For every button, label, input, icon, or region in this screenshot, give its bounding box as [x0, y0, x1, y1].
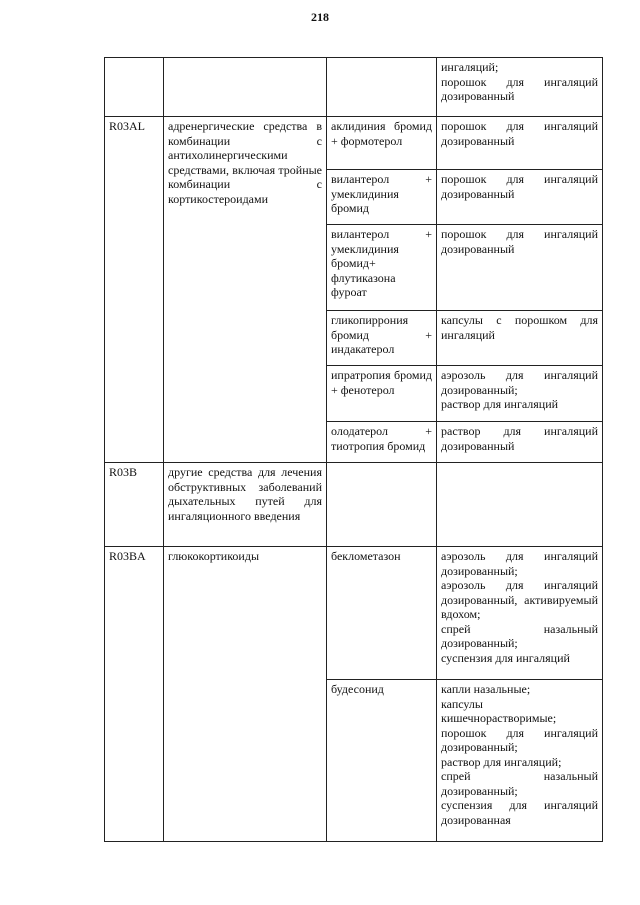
- dosage-form-cell: порошок для ингаляций дозированный: [437, 117, 603, 170]
- dosage-form-cell: аэрозоль для ингаляций дозированный; аэрозоль для ингаляций дозированный, активируемый вдохом; спрей назальный дозированный; суспензия для ингаляций: [437, 547, 603, 680]
- table-row: [105, 117, 603, 170]
- group-name-cell: адренергические средства в комбинации с антихолинергическими средствами, включая тройные комбинации с кортикостероидами: [164, 117, 327, 463]
- substance-cell: вилантерол + умеклидиния бромид+ флутиказона фуроат: [327, 225, 437, 311]
- atc-code-cell: R03AL: [105, 117, 164, 463]
- dosage-form-cell: аэрозоль для ингаляций дозированный; раствор для ингаляций: [437, 366, 603, 422]
- substance-cell: аклидиния бромид + формотерол: [327, 117, 437, 170]
- table-row: [105, 463, 603, 547]
- substance-cell: беклометазон: [327, 547, 437, 680]
- substance-cell: гликопиррония бромид + индакатерол: [327, 311, 437, 366]
- group-name-cell: [164, 58, 327, 117]
- group-name-cell: глюкокортикоиды: [164, 547, 327, 842]
- atc-code-cell: [105, 58, 164, 117]
- substance-cell: [327, 463, 437, 547]
- table-row: [105, 547, 603, 680]
- atc-code-cell: R03B: [105, 463, 164, 547]
- dosage-form-cell: раствор для ингаляций дозированный: [437, 422, 603, 463]
- page-number: 218: [311, 10, 329, 24]
- substance-cell: вилантерол + умеклидиния бромид: [327, 170, 437, 225]
- group-name-cell: другие средства для лечения обструктивных заболеваний дыхательных путей для ингаляционного введения: [164, 463, 327, 547]
- dosage-form-cell: капли назальные; капсулы кишечнорастворимые; порошок для ингаляций дозированный; раствор для ингаляций; спрей назальный дозированный; суспензия для ингаляций дозированная: [437, 680, 603, 842]
- dosage-form-cell: порошок для ингаляций дозированный: [437, 170, 603, 225]
- substance-cell: ипратропия бромид + фенотерол: [327, 366, 437, 422]
- substance-cell: олодатерол + тиотропия бромид: [327, 422, 437, 463]
- atc-code-cell: R03BA: [105, 547, 164, 842]
- substance-cell: [327, 58, 437, 117]
- dosage-form-cell: [437, 463, 603, 547]
- table-row: [105, 58, 603, 117]
- atc-drug-table: [104, 57, 603, 842]
- dosage-form-cell: порошок для ингаляций дозированный: [437, 225, 603, 311]
- dosage-form-cell: капсулы с порошком для ингаляций: [437, 311, 603, 366]
- substance-cell: будесонид: [327, 680, 437, 842]
- dosage-form-cell: ингаляций; порошок для ингаляций дозированный: [437, 58, 603, 117]
